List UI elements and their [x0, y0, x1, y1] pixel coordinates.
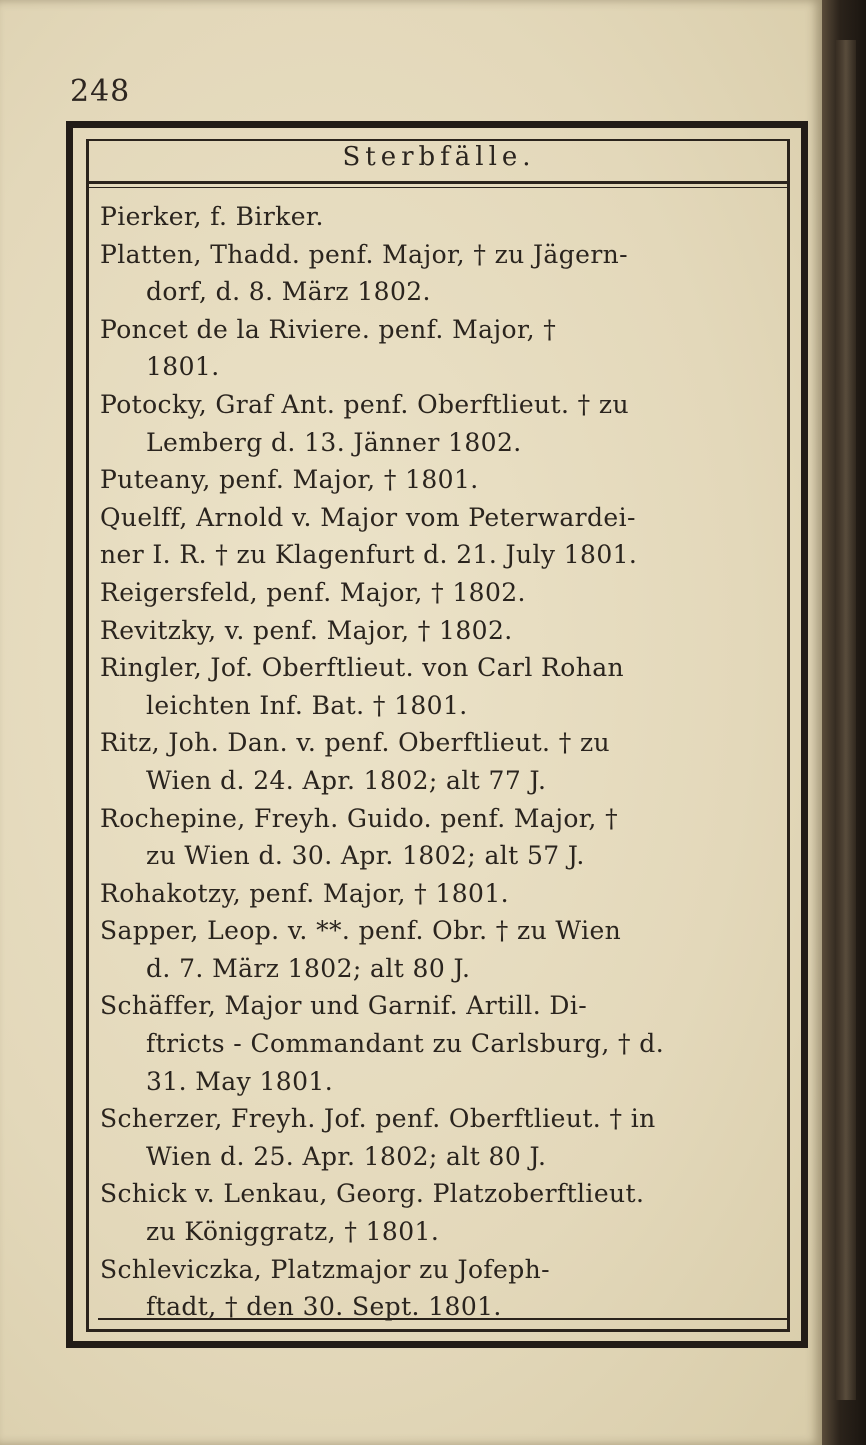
- entry-line: d. 7. März 1802; alt 80 J.: [146, 953, 471, 983]
- entry-line: ftricts - Commandant zu Carlsburg, † d.: [146, 1029, 665, 1059]
- adjacent-page-edge: [836, 40, 856, 1400]
- entry-line: Ritz, Joh. Dan. v. penf. Oberftlieut. † zu: [100, 728, 611, 758]
- entry-line: Revitzky, v. penf. Major, † 1802.: [100, 615, 513, 645]
- entry-line: Schäffer, Major und Garnif. Artill. Di-: [100, 991, 588, 1021]
- entry-line: Lemberg d. 13. Jänner 1802.: [146, 427, 522, 457]
- entry-line: Scherzer, Freyh. Jof. penf. Oberftlieut. † in: [100, 1104, 656, 1134]
- entry-line: Sapper, Leop. v. **. penf. Obr. † zu Wien: [100, 916, 622, 946]
- entry-line: Puteany, penf. Major, † 1801.: [100, 465, 479, 495]
- entry-line: Poncet de la Riviere. penf. Major, †: [100, 314, 557, 344]
- heading-rule: [88, 181, 788, 184]
- entry-line: dorf, d. 8. März 1802.: [146, 277, 431, 307]
- entry-line: Schleviczka, Platzmajor zu Jofeph-: [100, 1254, 551, 1284]
- heading-rule-thin: [88, 187, 788, 188]
- entry-line: Potocky, Graf Ant. penf. Oberftlieut. † zu: [100, 389, 629, 419]
- entry-line: Quelff, Arnold v. Major vom Peterwardei-: [100, 502, 636, 532]
- entry-line: Pierker, f. Birker.: [100, 202, 324, 231]
- bottom-rule: [98, 1318, 788, 1320]
- entry-line: leichten Inf. Bat. † 1801.: [146, 690, 468, 720]
- entry-line: Ringler, Jof. Oberftlieut. von Carl Rohan: [100, 653, 625, 683]
- entry-line: zu Königgratz, † 1801.: [146, 1217, 440, 1247]
- death-entries-list: [100, 198, 790, 1326]
- entry-line: 1801.: [146, 352, 220, 382]
- entry-line: ftadt, † den 30. Sept. 1801.: [146, 1292, 502, 1322]
- entry-line: Rochepine, Freyh. Guido. penf. Major, †: [100, 803, 619, 833]
- book-spine-edge: [822, 0, 866, 1445]
- entry-line: 31. May 1801.: [146, 1066, 334, 1096]
- section-heading: Sterbfälle.: [342, 142, 536, 172]
- entry-line: Wien d. 25. Apr. 1802; alt 80 J.: [146, 1141, 547, 1171]
- entry-line: Schick v. Lenkau, Georg. Platzoberftlieut.: [100, 1179, 645, 1209]
- page-number: 248: [70, 74, 131, 109]
- entry-line: Reigersfeld, penf. Major, † 1802.: [100, 577, 526, 607]
- entry-line: Platten, Thadd. penf. Major, † zu Jägern-: [100, 239, 629, 269]
- entry-line: Wien d. 24. Apr. 1802; alt 77 J.: [146, 765, 547, 795]
- entry-line: zu Wien d. 30. Apr. 1802; alt 57 J.: [146, 841, 585, 871]
- entry-line: ner I. R. † zu Klagenfurt d. 21. July 1801.: [100, 540, 638, 570]
- entry-line: Rohakotzy, penf. Major, † 1801.: [100, 878, 509, 908]
